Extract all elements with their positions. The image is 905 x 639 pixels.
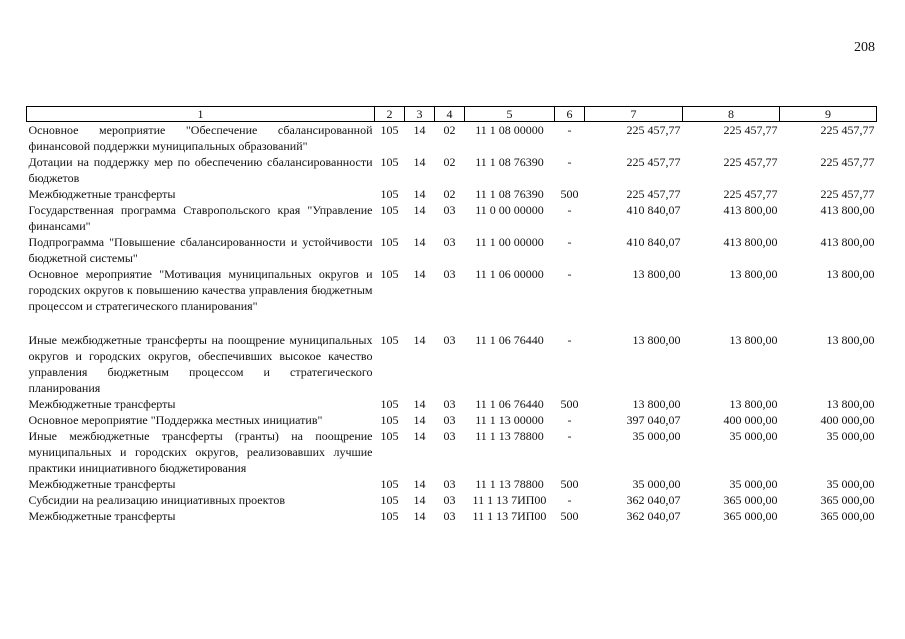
code-col3: 14 (413, 155, 426, 169)
amount-col7: 13 800,00 (632, 333, 681, 347)
code-col2: 105 (380, 235, 399, 249)
amount-col7: 13 800,00 (632, 267, 681, 281)
code-col4: 02 (443, 123, 456, 137)
amount-col9: 35 000,00 (826, 477, 875, 491)
amount-col8: 225 457,77 (723, 123, 778, 137)
amount-col8: 13 800,00 (729, 333, 778, 347)
amount-col8: 35 000,00 (729, 429, 778, 443)
table-row (27, 234, 877, 266)
code-col5: 11 1 06 76440 (475, 397, 544, 411)
code-col6: 500 (560, 477, 579, 491)
code-col6: - (567, 203, 572, 217)
table-row (27, 492, 877, 508)
code-col4: 02 (443, 187, 456, 201)
budget-table (26, 106, 877, 524)
code-col2: 105 (380, 413, 399, 427)
code-col2: 105 (380, 333, 399, 347)
code-col5: 11 1 06 00000 (475, 267, 544, 281)
item-name: Основное мероприятие "Обеспечение сбалансированной финансовой поддержки муниципальных образований" (28, 123, 373, 153)
amount-col7: 35 000,00 (632, 477, 681, 491)
code-col5: 11 1 13 00000 (475, 413, 544, 427)
code-col2: 105 (380, 509, 399, 523)
code-col6: - (567, 155, 572, 169)
table-row (27, 332, 877, 396)
item-name: Иные межбюджетные трансферты на поощрение муниципальных округов и городских округов, обеспечивших высокое качество управления бюджетным процессом и стратегического планирования (28, 333, 373, 395)
amount-col8: 225 457,77 (723, 187, 778, 201)
code-col4: 03 (443, 203, 456, 217)
code-col2: 105 (380, 397, 399, 411)
code-col3: 14 (413, 235, 426, 249)
code-col3: 14 (413, 493, 426, 507)
amount-col7: 225 457,77 (626, 155, 681, 169)
amount-col8: 365 000,00 (723, 493, 778, 507)
table-row (27, 122, 877, 155)
code-col3: 14 (413, 397, 426, 411)
amount-col8: 13 800,00 (729, 267, 778, 281)
item-name: Иные межбюджетные трансферты (гранты) на поощрение муниципальных и городских округов, реализовавших лучшие практики инициативного бюджетирования (28, 429, 373, 475)
code-col2: 105 (380, 187, 399, 201)
code-col5: 11 0 00 00000 (475, 203, 544, 217)
table-row (27, 396, 877, 412)
amount-col9: 13 800,00 (826, 397, 875, 411)
item-name: Межбюджетные трансферты (28, 477, 176, 491)
code-col4: 03 (443, 267, 456, 281)
amount-col7: 410 840,07 (626, 203, 681, 217)
column-header: 3 (405, 107, 435, 122)
code-col6: - (567, 429, 572, 443)
code-col4: 03 (443, 477, 456, 491)
item-name: Государственная программа Ставропольского края "Управление финансами" (28, 203, 373, 233)
code-col6: - (567, 123, 572, 137)
amount-col9: 225 457,77 (820, 155, 875, 169)
code-col5: 11 1 08 76390 (475, 187, 544, 201)
table-row (27, 412, 877, 428)
amount-col8: 413 800,00 (723, 235, 778, 249)
code-col6: 500 (560, 509, 579, 523)
page-number: 208 (854, 40, 875, 55)
code-col4: 03 (443, 333, 456, 347)
code-col4: 03 (443, 509, 456, 523)
item-name: Межбюджетные трансферты (28, 509, 176, 523)
code-col5: 11 1 13 7ИП00 (472, 509, 547, 523)
column-header: 5 (465, 107, 555, 122)
code-col3: 14 (413, 477, 426, 491)
code-col6: 500 (560, 187, 579, 201)
amount-col7: 225 457,77 (626, 187, 681, 201)
table-row (27, 154, 877, 186)
code-col3: 14 (413, 333, 426, 347)
amount-col7: 410 840,07 (626, 235, 681, 249)
code-col2: 105 (380, 155, 399, 169)
code-col6: - (567, 333, 572, 347)
header-row (27, 107, 877, 122)
code-col2: 105 (380, 203, 399, 217)
amount-col9: 400 000,00 (820, 413, 875, 427)
amount-col7: 362 040,07 (626, 509, 681, 523)
item-name: Подпрограмма "Повышение сбалансированности и устойчивости бюджетной системы" (28, 235, 373, 265)
code-col3: 14 (413, 203, 426, 217)
amount-col9: 365 000,00 (820, 493, 875, 507)
amount-col9: 35 000,00 (826, 429, 875, 443)
table-row (27, 428, 877, 476)
item-name: Субсидии на реализацию инициативных проектов (28, 493, 286, 507)
blank-cell (27, 314, 877, 332)
amount-col7: 35 000,00 (632, 429, 681, 443)
column-header: 7 (585, 107, 683, 122)
amount-col7: 13 800,00 (632, 397, 681, 411)
column-header: 2 (375, 107, 405, 122)
code-col2: 105 (380, 123, 399, 137)
amount-col9: 13 800,00 (826, 267, 875, 281)
column-header: 8 (683, 107, 780, 122)
column-header: 1 (27, 107, 375, 122)
amount-col9: 413 800,00 (820, 203, 875, 217)
amount-col8: 365 000,00 (723, 509, 778, 523)
amount-col8: 225 457,77 (723, 155, 778, 169)
amount-col7: 225 457,77 (626, 123, 681, 137)
code-col5: 11 1 13 7ИП00 (472, 493, 547, 507)
item-name: Основное мероприятие "Мотивация муниципальных округов и городских округов к повышению качества управления бюджетным процессом и стратегического планирования" (28, 267, 373, 313)
code-col5: 11 1 13 78800 (475, 429, 544, 443)
item-name: Межбюджетные трансферты (28, 397, 176, 411)
code-col3: 14 (413, 267, 426, 281)
code-col2: 105 (380, 477, 399, 491)
code-col2: 105 (380, 429, 399, 443)
amount-col9: 413 800,00 (820, 235, 875, 249)
code-col6: - (567, 267, 572, 281)
amount-col9: 225 457,77 (820, 123, 875, 137)
table-row (27, 266, 877, 314)
code-col2: 105 (380, 493, 399, 507)
table-row (27, 202, 877, 234)
amount-col8: 35 000,00 (729, 477, 778, 491)
code-col4: 03 (443, 429, 456, 443)
blank-row (27, 314, 877, 332)
code-col3: 14 (413, 187, 426, 201)
column-header: 9 (780, 107, 877, 122)
code-col5: 11 1 08 76390 (475, 155, 544, 169)
code-col4: 02 (443, 155, 456, 169)
amount-col8: 13 800,00 (729, 397, 778, 411)
code-col3: 14 (413, 509, 426, 523)
code-col6: - (567, 413, 572, 427)
table-row (27, 508, 877, 524)
code-col5: 11 1 08 00000 (475, 123, 544, 137)
table-row (27, 476, 877, 492)
amount-col8: 413 800,00 (723, 203, 778, 217)
column-header: 4 (435, 107, 465, 122)
code-col3: 14 (413, 429, 426, 443)
column-header: 6 (555, 107, 585, 122)
amount-col7: 397 040,07 (626, 413, 681, 427)
amount-col8: 400 000,00 (723, 413, 778, 427)
code-col6: 500 (560, 397, 579, 411)
code-col5: 11 1 06 76440 (475, 333, 544, 347)
item-name: Дотации на поддержку мер по обеспечению сбалансированности бюджетов (28, 155, 373, 185)
code-col5: 11 1 00 00000 (475, 235, 544, 249)
code-col4: 03 (443, 235, 456, 249)
item-name: Межбюджетные трансферты (28, 187, 176, 201)
code-col5: 11 1 13 78800 (475, 477, 544, 491)
code-col3: 14 (413, 123, 426, 137)
code-col6: - (567, 235, 572, 249)
code-col4: 03 (443, 397, 456, 411)
code-col4: 03 (443, 493, 456, 507)
code-col3: 14 (413, 413, 426, 427)
code-col6: - (567, 493, 572, 507)
code-col4: 03 (443, 413, 456, 427)
code-col2: 105 (380, 267, 399, 281)
amount-col9: 13 800,00 (826, 333, 875, 347)
item-name: Основное мероприятие "Поддержка местных инициатив" (28, 413, 323, 427)
amount-col9: 225 457,77 (820, 187, 875, 201)
amount-col9: 365 000,00 (820, 509, 875, 523)
table-row (27, 186, 877, 202)
amount-col7: 362 040,07 (626, 493, 681, 507)
